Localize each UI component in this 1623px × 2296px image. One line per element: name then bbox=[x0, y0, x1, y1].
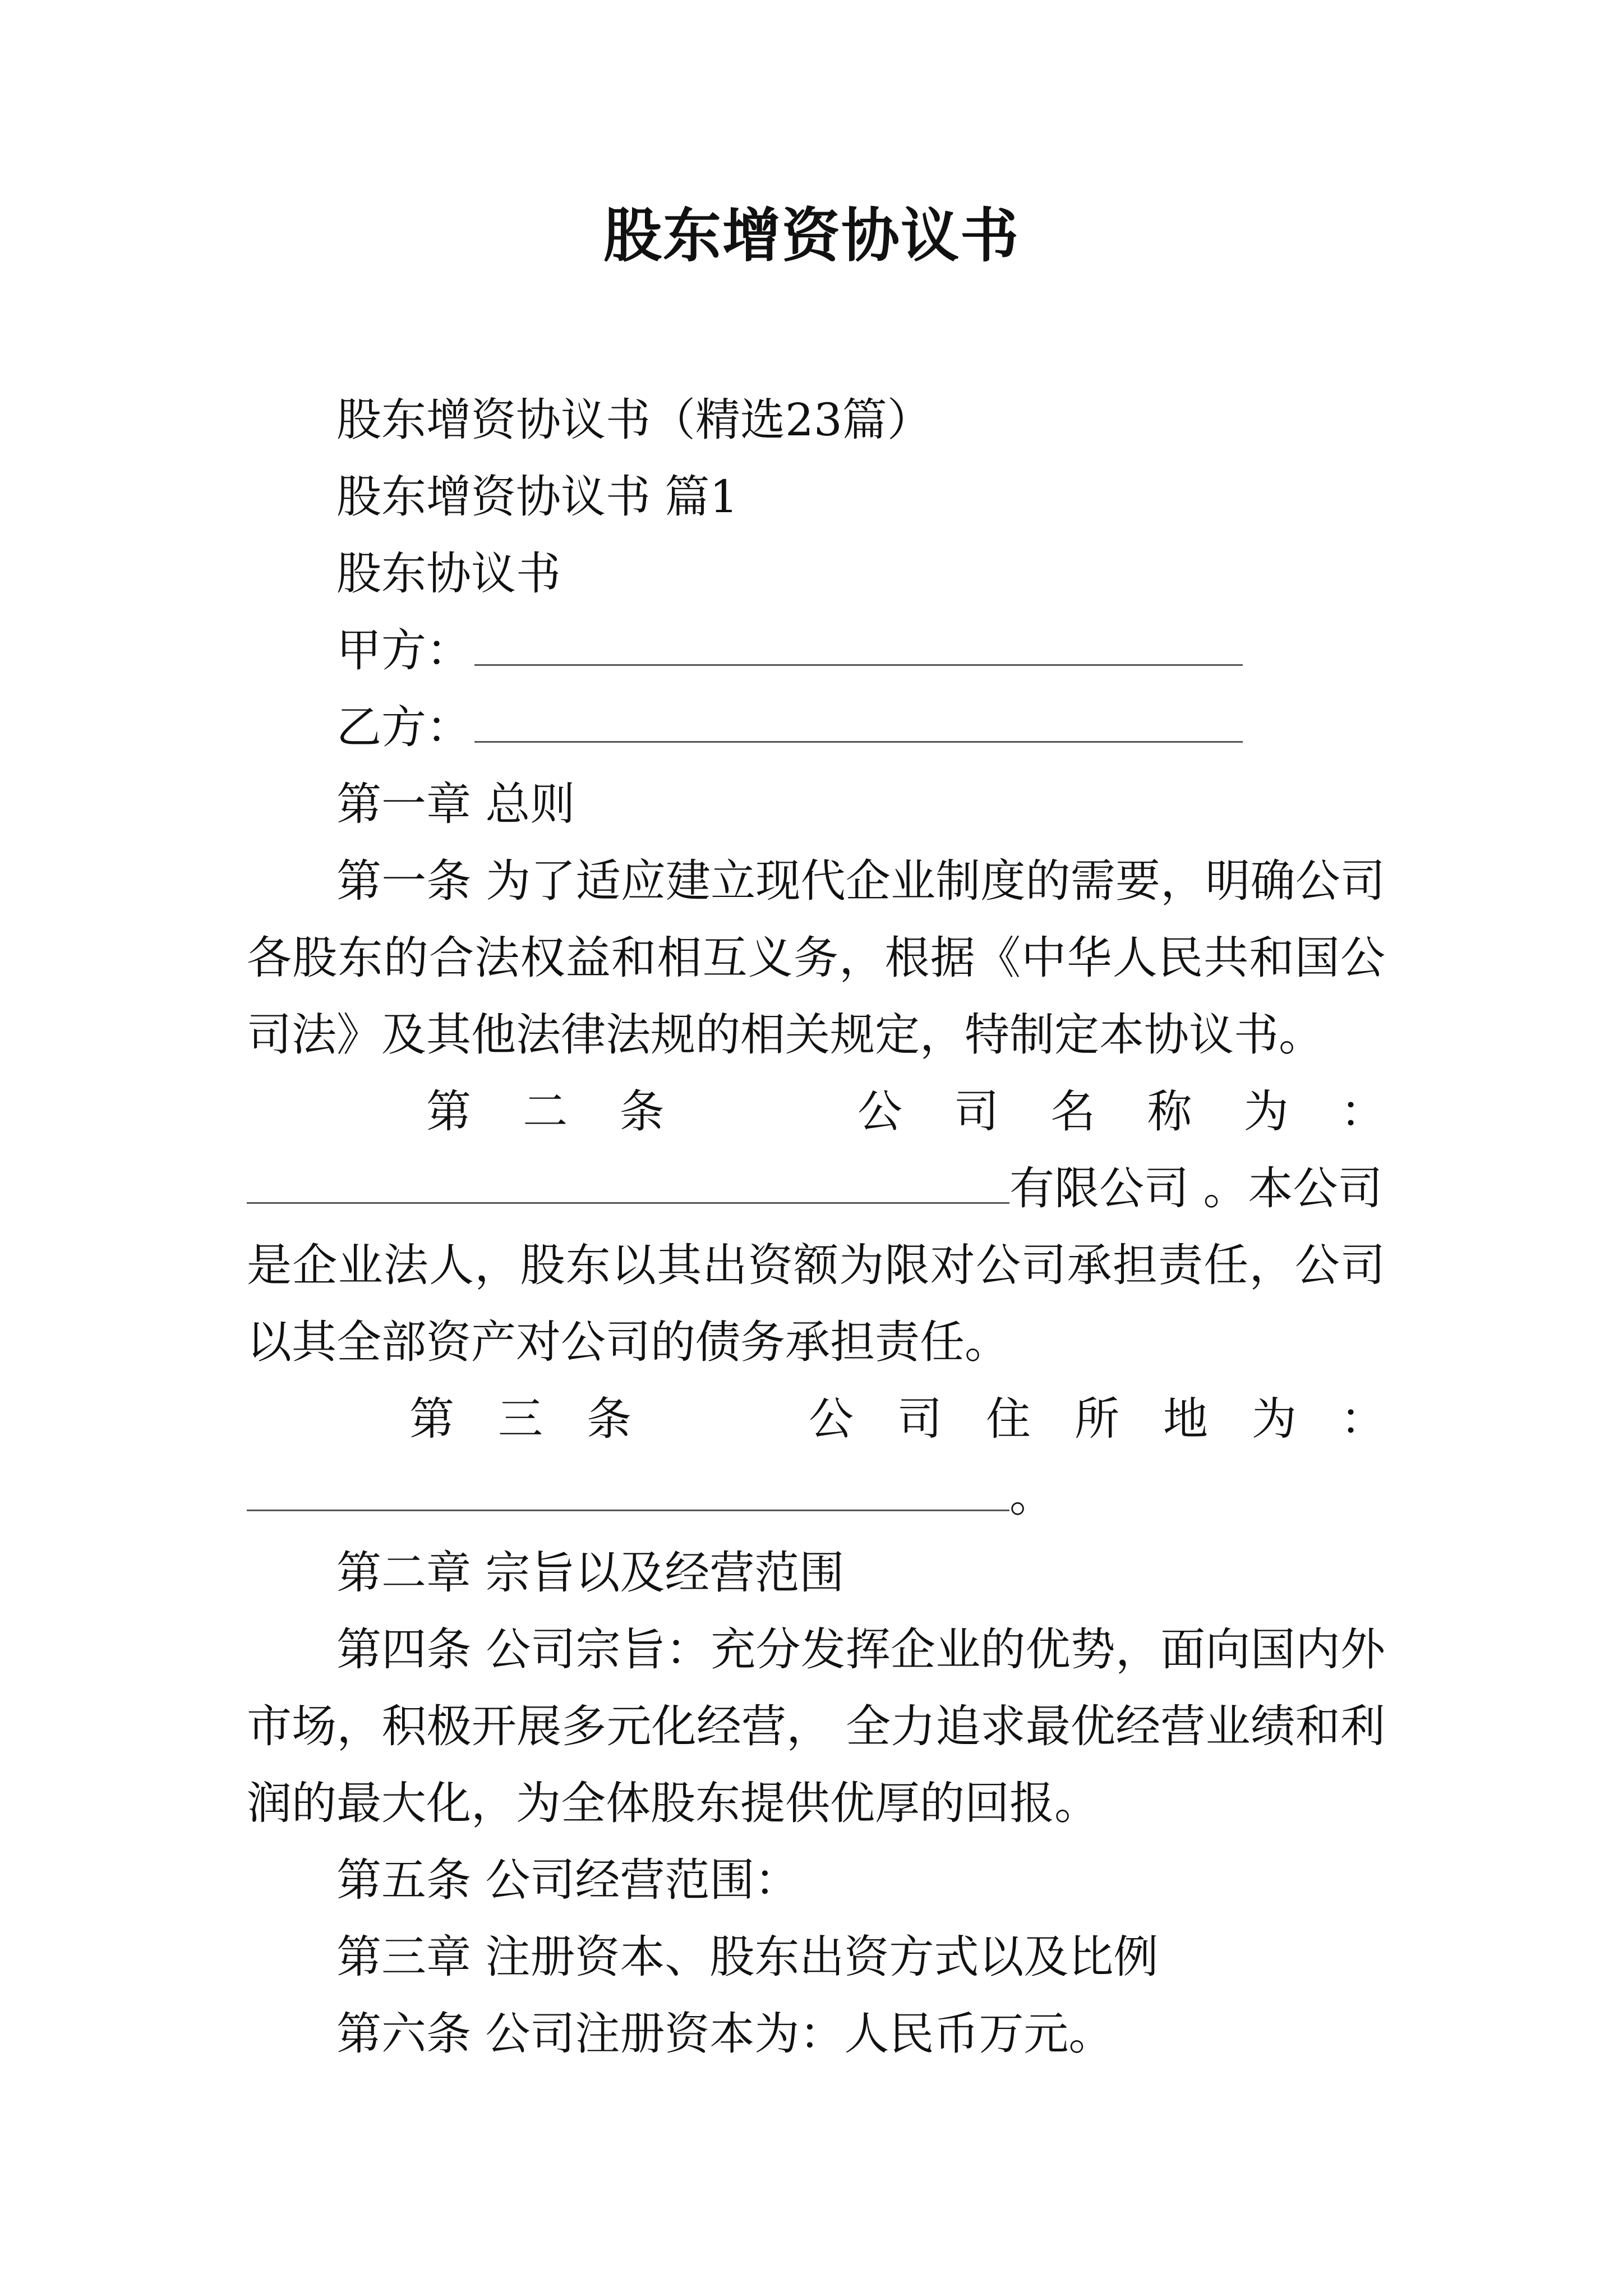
article-5: 第五条 公司经营范围： bbox=[336, 1854, 800, 1906]
article-2-heading bbox=[247, 1073, 1385, 1150]
address-blank bbox=[247, 1465, 1009, 1511]
article-6: 第六条 公司注册资本为：人民币万元。 bbox=[336, 2008, 1114, 2060]
chapter-heading: 股东增资协议书 篇1 bbox=[336, 471, 739, 523]
document-title: 股东增资协议书 bbox=[603, 201, 1020, 270]
a2-char: ： bbox=[1340, 1085, 1385, 1138]
party-b-line bbox=[247, 689, 1385, 766]
party-b-blank bbox=[474, 696, 1243, 743]
a3-char: 三 bbox=[498, 1393, 543, 1445]
party-a-line bbox=[247, 612, 1385, 689]
a2-char: 条 bbox=[619, 1085, 665, 1138]
article-2-body: 是企业法人，股东以其出资额为限对公司承担责任，公司以其全部资产对公司的债务承担责任。 bbox=[247, 1239, 1385, 1368]
party-a-blank bbox=[474, 619, 1243, 666]
agreement-title: 股东协议书 bbox=[336, 547, 561, 600]
article-1: 第一条 为了适应建立现代企业制度的需要，明确公司各股东的合法权益和相互义务，根据《中华人民共和国公司法》及其他法律法规的相关规定，特制定本协议书。 bbox=[247, 855, 1385, 1061]
chapter-1: 第一章 总则 bbox=[336, 778, 575, 830]
a3-char: ： bbox=[1340, 1393, 1385, 1445]
article-2-suffix: 有限公司 。本公司 bbox=[1009, 1162, 1383, 1214]
a3-char: 所 bbox=[1075, 1393, 1119, 1445]
article-3-end: 。 bbox=[1009, 1470, 1054, 1522]
a2-char: 称 bbox=[1147, 1085, 1192, 1138]
a3-char: 司 bbox=[897, 1393, 942, 1445]
party-b-label: 乙方： bbox=[336, 701, 471, 753]
document-body bbox=[247, 381, 1385, 2072]
article-3-heading bbox=[247, 1381, 1385, 1457]
a2-char: 二 bbox=[523, 1085, 568, 1138]
subtitle: 股东增资协议书（精选23篇） bbox=[336, 394, 932, 446]
chapter-2: 第二章 宗旨以及经营范围 bbox=[336, 1547, 845, 1599]
a3-char: 第 bbox=[409, 1393, 454, 1445]
article-2-line-2 bbox=[0, 1150, 1385, 1227]
chapter-3: 第三章 注册资本、股东出资方式以及比例 bbox=[336, 1931, 1159, 1983]
a2-char: 司 bbox=[954, 1085, 999, 1138]
company-name-blank bbox=[247, 1157, 1009, 1204]
article-3-line-2 bbox=[247, 1457, 1385, 1534]
a3-char: 公 bbox=[809, 1393, 854, 1445]
a3-char: 住 bbox=[986, 1393, 1031, 1445]
party-a-label: 甲方： bbox=[336, 624, 471, 677]
a3-char: 为 bbox=[1252, 1393, 1297, 1445]
a2-char: 名 bbox=[1050, 1085, 1096, 1138]
a2-char: 公 bbox=[857, 1085, 902, 1138]
a2-char: 为 bbox=[1243, 1085, 1289, 1138]
a3-char: 地 bbox=[1163, 1393, 1208, 1445]
article-4: 第四条 公司宗旨：充分发挥企业的优势，面向国内外市场，积极开展多元化经营， 全力追求最优经营业绩和利润的最大化，为全体股东提供优厚的回报。 bbox=[247, 1623, 1385, 1829]
a2-char: 第 bbox=[426, 1085, 471, 1138]
a3-char: 条 bbox=[587, 1393, 631, 1445]
